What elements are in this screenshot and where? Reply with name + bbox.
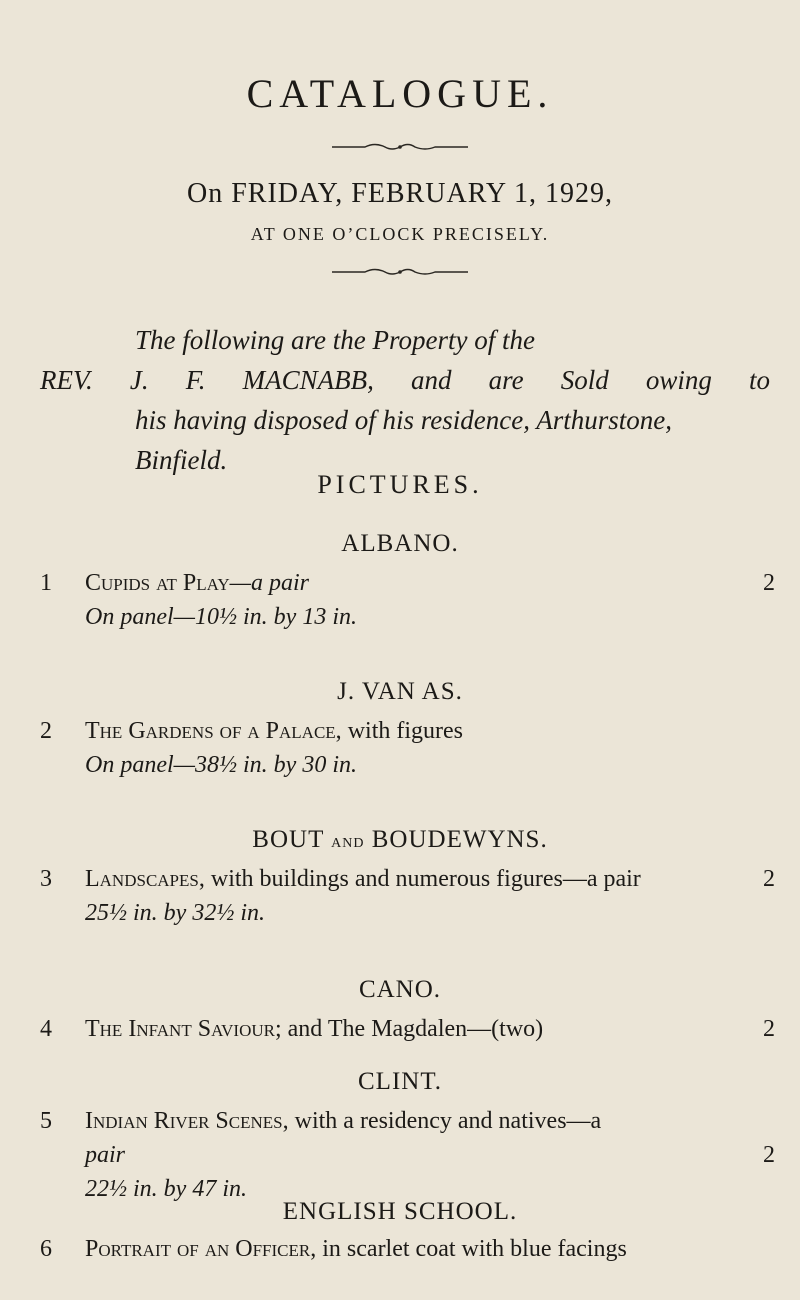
lot-size: 25½ in. by 32½ in. <box>85 900 265 926</box>
lot-title: Cupids at Play <box>85 570 230 596</box>
lot-size: 22½ in. by 47 in. <box>85 1176 247 1202</box>
provenance-line: Binfield. <box>135 445 228 475</box>
sale-date: On FRIDAY, FEBRUARY 1, 1929, <box>186 178 614 209</box>
provenance-paragraph <box>40 320 770 480</box>
lot-description <box>85 1104 725 1206</box>
lot-suffix: with a residency and natives—a <box>288 1108 602 1134</box>
lot-description <box>85 1012 725 1046</box>
lot-description <box>85 862 725 930</box>
lot-quantity: 2 <box>763 1142 775 1168</box>
lot-suffix: —a pair <box>229 570 309 596</box>
lot-number: 2 <box>40 718 52 744</box>
page-title: CATALOGUE. <box>246 71 554 116</box>
lot-quantity: 2 <box>763 570 775 596</box>
artist-name: BOUT <box>252 826 324 853</box>
lot-suffix: in scarlet coat with blue facings <box>316 1236 627 1262</box>
artist-name: BOUDEWYNS. <box>371 826 548 853</box>
lot-title: Indian River Scenes, <box>85 1108 289 1134</box>
lot-quantity: 2 <box>763 866 775 892</box>
lot-title: The Gardens of a Palace, <box>85 718 342 744</box>
provenance-line: The following are the Property of the <box>135 325 535 355</box>
artist-heading: CLINT. <box>358 1068 442 1095</box>
artist-conjunction: and <box>331 830 365 852</box>
lot-title: The Infant Saviour; <box>85 1016 282 1042</box>
sale-time: AT ONE O’CLOCK PRECISELY. <box>250 224 550 244</box>
lot-number: 3 <box>40 866 52 892</box>
artist-heading: J. VAN AS. <box>337 678 463 705</box>
ornamental-rule-bottom <box>0 265 800 283</box>
artist-heading <box>0 826 800 854</box>
lot-suffix: with buildings and numerous figures—a pair <box>204 866 641 892</box>
lot-suffix-continued: pair <box>85 1142 126 1168</box>
artist-heading: CANO. <box>358 976 442 1003</box>
ornamental-rule-top <box>0 140 800 158</box>
lot-suffix: and The Magdalen—(two) <box>281 1016 544 1042</box>
lot-size: On panel—38½ in. by 30 in. <box>85 752 357 778</box>
lot-number: 6 <box>40 1236 52 1262</box>
lot-quantity: 2 <box>763 1016 775 1042</box>
lot-title: Portrait of an Officer, <box>85 1236 317 1262</box>
lot-title: Landscapes, <box>85 866 205 892</box>
lot-number: 4 <box>40 1016 52 1042</box>
lot-description <box>85 714 725 782</box>
artist-heading: ENGLISH SCHOOL. <box>282 1198 518 1225</box>
provenance-line: his having disposed of his residence, Arthurstone, <box>135 405 672 435</box>
lot-description <box>85 1232 725 1266</box>
lot-suffix: with figures <box>341 718 463 744</box>
section-heading: PICTURES. <box>317 470 483 499</box>
lot-size: On panel—10½ in. by 13 in. <box>85 604 357 630</box>
lot-number: 5 <box>40 1108 52 1134</box>
lot-number: 1 <box>40 570 52 596</box>
artist-heading: ALBANO. <box>341 530 459 557</box>
provenance-line: REV. J. F. MACNABB, and are Sold owing to <box>40 365 770 395</box>
lot-description <box>85 566 725 634</box>
